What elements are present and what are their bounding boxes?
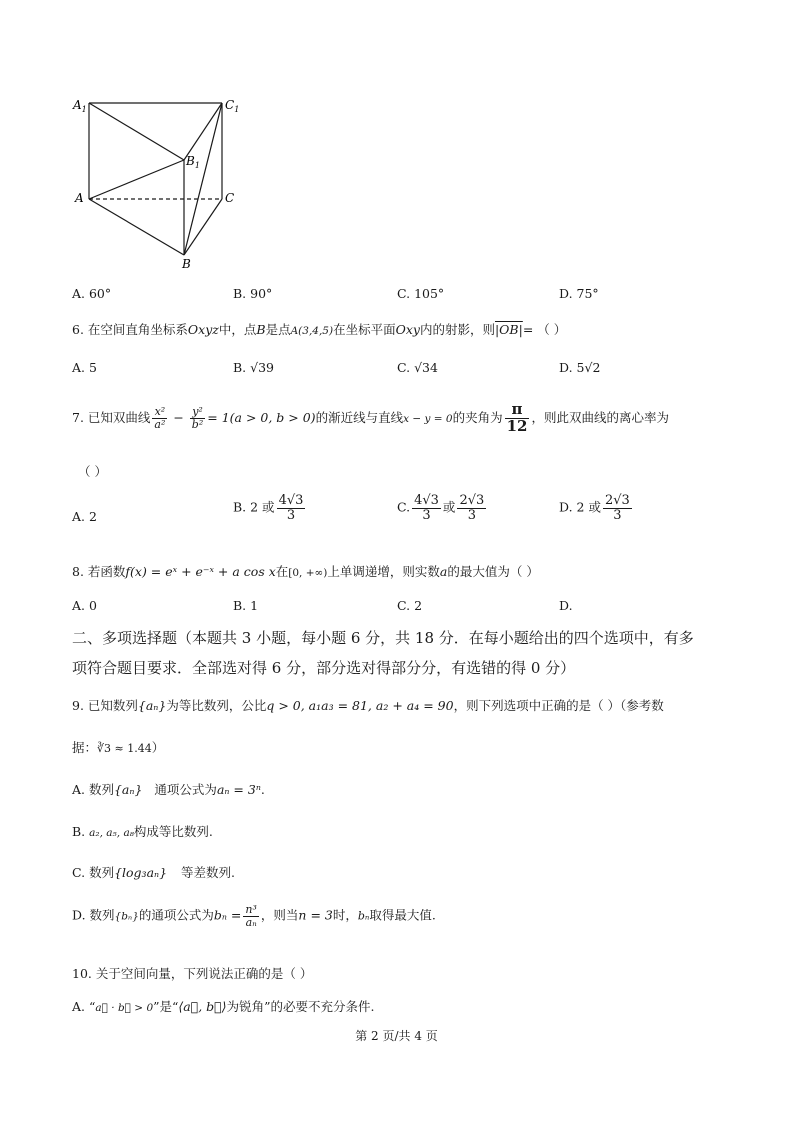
q7-option-c[interactable]: C. $\frac{4√3}{3}$ 或 $\frac{2√3}{3}$ [397,493,485,523]
q5-option-a[interactable]: A. 60° [72,286,112,301]
q8-option-b[interactable]: B. 1 [233,598,259,613]
question-8: 8. 若函数f(x) = eˣ + e⁻ˣ + a cos x在[0, +∞)上单调递增，则实数a的最大值为（ ） [72,564,539,579]
q9-option-c[interactable]: C. 数列{log₃aₙ} 等差数列. [72,865,236,880]
q9-option-a[interactable]: A. 数列{aₙ} 通项公式为aₙ = 3ⁿ. [72,782,265,797]
label-a: A [75,191,84,205]
page-footer: 第 2 页/共 4 页 [355,1029,438,1043]
section-2-heading-line1: 二、多项选择题（本题共 3 小题，每小题 6 分，共 18 分．在每小题给出的四个选项中，有多 [72,629,694,647]
q5-option-d[interactable]: D. 75° [559,286,599,301]
q7-option-b[interactable]: B. 2 或 $\frac{4√3}{3}$ [233,493,304,523]
question-10: 10. 关于空间向量，下列说法正确的是（ ） [72,966,313,981]
q6-option-d[interactable]: D. 5√2 [559,360,601,375]
question-9: 9. 已知数列{aₙ}为等比数列，公比q > 0, a₁a₃ = 81, a₂ + a₄ = 90，则下列选项中正确的是（ ）（参考数 [72,698,664,713]
q8-option-a[interactable]: A. 0 [72,598,97,613]
q6-option-b[interactable]: B. √39 [233,360,275,375]
section-2-heading-line2: 项符合题目要求．全部选对得 6 分，部分选对得部分分，有选错的得 0 分） [72,659,576,677]
q8-option-c[interactable]: C. 2 [397,598,423,613]
question-9-cont: 据：∛3 ≈ 1.44） [72,740,165,755]
question-6: 6. 在空间直角坐标系Oxyz中，点B是点A(3,4,5)在坐标平面Oxy内的射影，则|OB|= （ ） [72,322,567,337]
q7-paren: （ ） [78,464,107,479]
label-c: C [225,191,235,205]
q5-option-b[interactable]: B. 90° [233,286,273,301]
q10-option-a[interactable]: A. “a⃗ · b⃗ > 0”是“⟨a⃗, b⃗⟩为锐角”的必要不充分条件. [72,999,375,1014]
q6-option-c[interactable]: C. √34 [397,360,438,375]
label-b1: $B_1$ [186,154,200,170]
question-7: 7. 已知双曲线 $\frac{\text{x²}}{\text{a²}}$ − $\frac{\text{y²}}{\text{b²}}$ = 1(a > 0, b > 0)的渐近线与直线x − y = 0的夹角为 $\frac{\pi}{12}$ ，则此双曲线的离心率为 [72,400,669,435]
q7-option-a[interactable]: A. 2 [72,509,97,524]
q9-option-d[interactable]: D. 数列{bₙ}的通项公式为bₙ = $\frac{\text{n³}}{\text{aₙ}}$ ，则当n = 3时，bₙ取得最大值. [72,903,436,929]
q6-option-a[interactable]: A. 5 [72,360,97,375]
q5-option-c[interactable]: C. 105° [397,286,445,301]
q8-option-d[interactable]: D. [559,598,573,613]
prism-figure [70,95,250,270]
label-a1: $A_1$ [73,98,87,114]
label-b: B [182,257,191,270]
label-c1: $C_1$ [225,98,240,114]
q9-option-b[interactable]: B. a₂, a₅, a₈构成等比数列. [72,824,213,839]
q7-option-d[interactable]: D. 2 或 $\frac{2√3}{3}$ [559,493,630,523]
